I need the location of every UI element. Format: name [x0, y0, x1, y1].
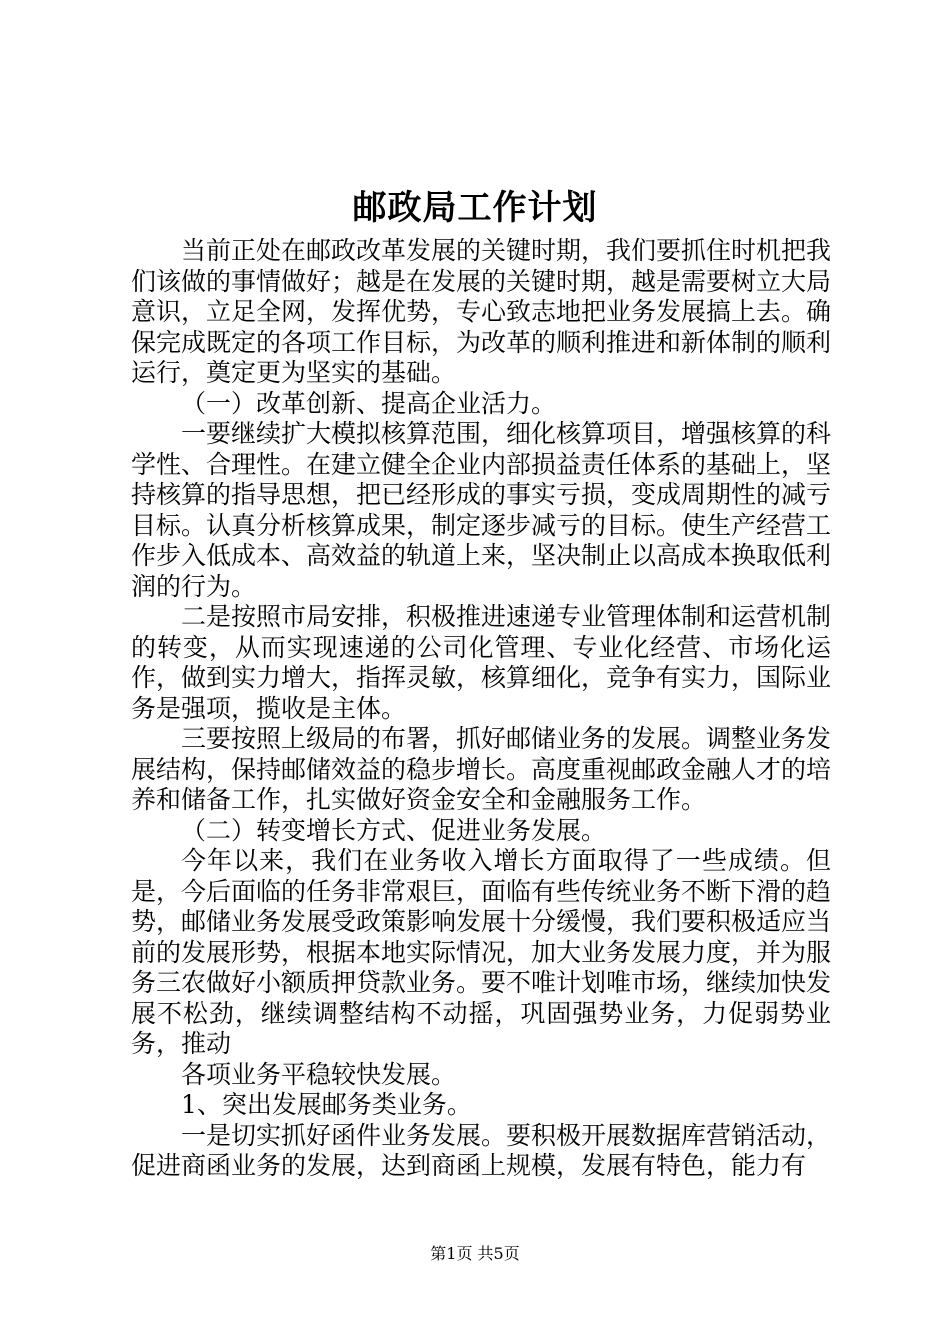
- paragraph: 各项业务平稳较快发展。: [181, 1059, 457, 1089]
- subsection-heading-1: 1、突出发展邮务类业务。: [181, 1090, 472, 1119]
- paragraph-intro: 当前正处在邮政改革发展的关键时期，我们要抓住时机把我们该做的事情做好；越是在发展的关键时期，越是需要树立大局意识，立足全网，发挥优势，专心致志地把业务发展搞上去。确保完成既定的各项工作目标，为改革的顺利推进和新体制的顺利运行，奠定更为坚实的基础。: [131, 236, 832, 387]
- document-body: [131, 236, 831, 1182]
- paragraph: 一是切实抓好函件业务发展。要积极开展数据库营销活动，促进商函业务的发展，达到商函上规模，发展有特色，能力有: [131, 1120, 832, 1180]
- section-heading-2: （二）转变增长方式、促进业务发展。: [181, 815, 607, 845]
- paragraph: 一要继续扩大模拟核算范围，细化核算项目，增强核算的科学性、合理性。在建立健全企业内部损益责任体系的基础上，坚持核算的指导思想，把已经形成的事实亏损，变成周期性的减亏目标。认真分析核算成果，制定逐步减亏的目标。使生产经营工作步入低成本、高效益的轨道上来，坚决制止以高成本换取低利润的行为。: [131, 419, 832, 601]
- page-footer: 第1页 共5页: [430, 1244, 520, 1263]
- page-title: 邮政局工作计划: [352, 188, 598, 228]
- paragraph: 三要按照上级局的布署，抓好邮储业务的发展。调整业务发展结构，保持邮储效益的稳步增长。高度重视邮政金融人才的培养和储备工作，扎实做好资金安全和金融服务工作。: [131, 724, 832, 814]
- paragraph: 今年以来，我们在业务收入增长方面取得了一些成绩。但是，今后面临的任务非常艰巨，面临有些传统业务不断下滑的趋势，邮储业务发展受政策影响发展十分缓慢，我们要积极适应当前的发展形势，根据本地实际情况，加大业务发展力度，并为服务三农做好小额质押贷款业务。要不唯计划唯市场，继续加快发展不松劲，继续调整结构不动摇，巩固强势业务，力促弱势业务，推动: [131, 846, 832, 1058]
- section-heading-1: （一）改革创新、提高企业活力。: [181, 388, 557, 418]
- paragraph: 二是按照市局安排，积极推进速递专业管理体制和运营机制的转变，从而实现速递的公司化管理、专业化经营、市场化运作，做到实力增大，指挥灵敏，核算细化，竞争有实力，国际业务是强项，揽收是主体。: [131, 602, 832, 723]
